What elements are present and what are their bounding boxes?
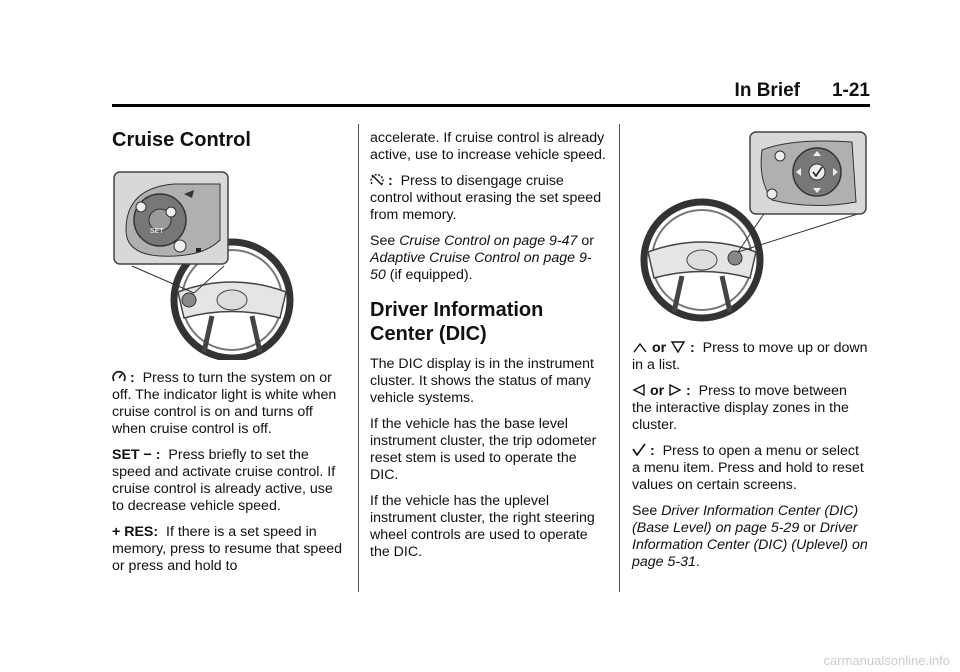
dic-paragraph-3: If the vehicle has the uplevel instrument cluster, the right steering wheel controls are used to operate the DIC. <box>370 493 595 560</box>
cruise-res-continued: accelerate. If cruise control is already active, use to increase vehicle speed. <box>370 130 606 163</box>
cruise-set-term: SET − : <box>112 447 161 463</box>
or-word: or <box>651 340 667 356</box>
cruise-see-also <box>370 233 606 284</box>
see-suffix: . <box>695 554 700 570</box>
down-arrow-icon <box>670 340 686 354</box>
colon: : <box>686 383 691 399</box>
see-prefix: See <box>370 233 400 249</box>
cruise-onoff-text: Press to turn the system on or off. The indicator light is white when cruise control is on and turns off when cruise control is off. <box>112 370 337 437</box>
or-word: or <box>649 383 665 399</box>
dic-controls-illustration <box>632 130 870 328</box>
steering-wheel-illustration <box>644 202 760 318</box>
cruise-res-term: + RES: <box>112 524 159 540</box>
dic-heading-line2: Center (DIC) <box>370 323 487 345</box>
cruise-control-buttons-closeup <box>114 172 228 264</box>
link-dic-uplevel[interactable]: Driver Information Center (DIC) (Uplevel) on page 5-31 <box>632 520 868 570</box>
column-divider <box>358 124 359 592</box>
page-header <box>112 80 870 107</box>
cruise-res-entry <box>112 524 348 575</box>
column-1 <box>112 120 348 584</box>
dic-leftright-entry <box>632 383 870 434</box>
cruise-control-heading: Cruise Control <box>112 129 251 151</box>
page-number: 1-21 <box>831 80 870 101</box>
cruise-cancel-text: Press to disengage cruise control without erasing the set speed from memory. <box>370 173 602 223</box>
cruise-control-illustration <box>112 170 312 360</box>
cruise-cancel-icon <box>370 173 384 187</box>
see-suffix: (if equipped). <box>385 267 473 283</box>
left-arrow-icon <box>632 383 646 397</box>
column-2 <box>370 120 606 570</box>
cruise-cancel-term: : <box>387 173 393 189</box>
colon: : <box>649 443 655 459</box>
dic-paragraph-1: The DIC display is in the instrument cluster. It shows the status of many vehicle systems. <box>370 356 594 406</box>
cruise-set-text: Press briefly to set the speed and activate cruise control. If cruise control is already active, use to decrease vehicle speed. <box>112 447 336 514</box>
dic-updown-entry <box>632 340 870 374</box>
cruise-res-text: If there is a set speed in memory, press to resume that speed or press and hold to <box>112 524 342 574</box>
dic-see-also <box>632 503 870 571</box>
cruise-cancel-entry <box>370 173 606 224</box>
dic-select-entry <box>632 443 870 494</box>
link-dic-base-level[interactable]: Driver Information Center (DIC) (Base Level) on page 5-29 <box>632 503 859 536</box>
dic-updown-text: Press to move up or down in a list. <box>632 340 868 373</box>
fig-set-label: SET <box>150 228 164 235</box>
cruise-onoff-entry <box>112 370 348 438</box>
dic-buttons-closeup <box>750 132 866 214</box>
link-cruise-control[interactable]: Cruise Control on page 9-47 <box>399 233 578 249</box>
checkmark-icon <box>632 443 646 457</box>
up-arrow-icon <box>632 340 648 354</box>
link-adaptive-cruise-control[interactable]: Adaptive Cruise Control on page 9-50 <box>370 250 592 283</box>
see-or: or <box>577 233 594 249</box>
column-3 <box>632 120 870 580</box>
dic-heading-line1: Driver Information <box>370 299 544 321</box>
cruise-set-entry <box>112 447 348 515</box>
right-arrow-icon <box>668 383 682 397</box>
column-divider <box>619 124 620 592</box>
see-prefix: See <box>632 503 662 519</box>
dic-paragraph-2: If the vehicle has the base level instrument cluster, the trip odometer reset stem is used to operate the DIC. <box>370 416 597 483</box>
cruise-onoff-icon <box>112 370 126 384</box>
colon: : <box>690 340 695 356</box>
watermark: carmanualsonline.info <box>823 653 950 668</box>
dic-leftright-text: Press to move between the interactive display zones in the cluster. <box>632 383 849 433</box>
section-title: In Brief <box>734 80 800 101</box>
dic-select-text: Press to open a menu or select a menu item. Press and hold to reset values on certain screens. <box>632 443 864 493</box>
cruise-onoff-term: : <box>129 370 135 386</box>
see-or: or <box>799 520 820 536</box>
